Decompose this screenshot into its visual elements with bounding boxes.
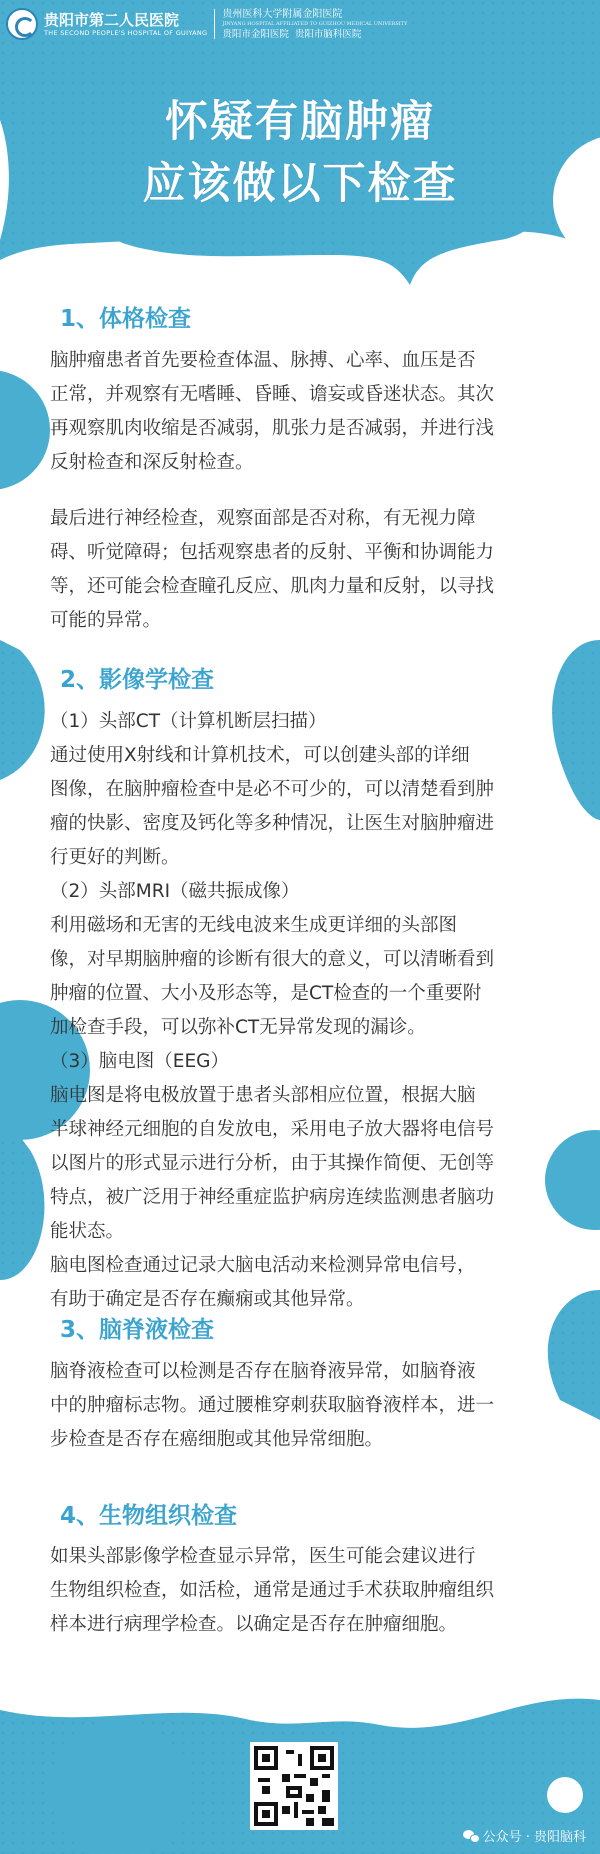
section-2-body: （1）头部CT（计算机断层扫描） 通过使用X射线和计算机技术，可以创建头部的详细 图像，在脑肿瘤检查中是必不可少的，可以清楚看到肿 瘤的快影、密度及钙化等多种情况，让医生对脑肿瘤进 行更好的判断。 （2）头部MRI（磁共振成像） 利用磁场和无害的无线电波来生成更详细的头部图 像，对早期脑肿瘤的诊断有很大的意义，可以清晰看到 肿瘤的位置、大小及形态等，是CT检查的一个重要附 加检查手段，可以弥补CT无异常发现的漏诊。 （3）脑电图（EEG） 脑电图是将电极放置于患者头部相应位置，根据大脑 半球神经元细胞的自发放电，采用电子放大器将电信号 以图片的形式显示进行分析，由于其操作简便、无创等 特点，被广泛用于神经重症监护病房连续监测患者脑功 能状态。 脑电图检查通过记录大脑电活动来检测异常电信号， 有助于确定是否存在癫痫或其他异常。	[50, 711, 495, 1310]
affiliation-2b: 贵阳市脑科医院	[294, 28, 362, 40]
hospital-name	[44, 11, 207, 38]
section-2-heading: 2、影像学检查	[60, 667, 215, 693]
section-4-heading: 4、生物组织检查	[60, 1503, 238, 1529]
qr-code	[250, 1742, 338, 1830]
qr-code-icon	[254, 1746, 334, 1826]
section-1-paragraph-2: 最后进行神经检查，观察面部是否对称，有无视力障 碍、听觉障碍；包括观察患者的反射、平衡和协调能力 等，还可能会检查瞳孔反应、肌肉力量和反射，以寻找 可能的异常。	[50, 508, 495, 631]
section-1-heading: 1、体格检查	[60, 306, 192, 332]
affiliation-1-en: JINYANG HOSPITAL AFFILIATED TO GUIZHOU MEDICAL UNIVERSITY	[222, 20, 408, 27]
header-divider	[214, 9, 215, 39]
watermark-text: 公众号 · 贵阳脑科	[482, 1830, 586, 1845]
affiliation-1: 贵州医科大学附属金阳医院	[222, 8, 343, 20]
hospital-name-cn: 贵阳市第二人民医院	[44, 10, 180, 29]
watermark	[463, 1826, 586, 1845]
hospital-logo-icon	[6, 8, 38, 40]
hospital-name-en: THE SECOND PEOPLE'S HOSPITAL OF GUIYANG	[44, 28, 208, 37]
section-3-heading: 3、脑脊液检查	[60, 1317, 215, 1343]
title-line-1: 怀疑有脑肿瘤	[165, 97, 435, 147]
section-1-paragraph-1: 脑肿瘤患者首先要检查体温、脉搏、心率、血压是否 正常，并观察有无嗜睡、昏睡、谵妄或昏迷状态。其次 再观察肌肉收缩是否减弱，肌张力是否减弱，并进行浅 反射检查和深反射检查。	[50, 350, 495, 473]
header	[0, 0, 600, 48]
section-3-body: 脑脊液检查可以检测是否存在脑脊液异常，如脑脊液 中的肿瘤标志物。通过腰椎穿刺获取脑脊液样本，进一 步检查是否存在癌细胞或其他异常细胞。	[50, 1361, 495, 1450]
affiliations	[222, 8, 407, 41]
section-4-body: 如果头部影像学检查显示异常，医生可能会建议进行 生物组织检查，如活检，通常是通过手术获取肿瘤组织 样本进行病理学检查。以确定是否存在肿瘤细胞。	[50, 1546, 495, 1635]
wechat-icon	[463, 1829, 479, 1842]
affiliation-2a: 贵阳市金阳医院	[222, 28, 289, 40]
title-line-2: 应该做以下检查	[142, 159, 458, 209]
